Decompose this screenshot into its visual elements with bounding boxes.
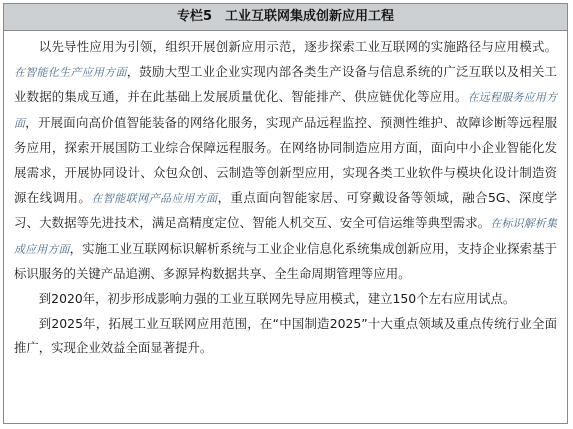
smart-products-text: ，重点面向智能家居、可穿戴设备等领域，融合5G、深度学习、大数据等先进技术，满足高精度定位、智能人机交互、安全可信运维等典型需求。 (14, 189, 557, 231)
emphasis-smart-production: 在智能化生产应用方面 (14, 65, 127, 79)
paragraph-2025-goal: 到2025年，拓展工业互联网应用范围，在“中国制造2025”十大重点领域及重点传统行业全面推广，实现企业效益全面显著提升。 (14, 315, 557, 356)
identifier-resolution-text: ，实施工业互联网标识解析系统与工业企业信息化系统集成创新应用，支持企业探索基于标识服务的关键产品追溯、多源异构数据共享、全生命周期管理等应用。 (14, 240, 558, 282)
remote-service-text: ，开展面向高价值智能装备的网络化服务，实现产品远程监控、预测性维护、故障诊断等远程服务应用，探索开展国防工业综合保障远程服务。在网络协同制造应用方面，面向中小企业智能化发展需求，开展协同设计、众包众创、云制造等创新型应用，实现各类工业软件与模块化设计制造资源在线调用。 (14, 114, 558, 205)
column-box (3, 3, 568, 424)
column-content (4, 31, 567, 361)
column-title: 专栏5 工业互联网集成创新应用工程 (4, 4, 567, 31)
emphasis-smart-products: 在智能联网产品应用方面 (91, 191, 218, 205)
paragraph-2020-goal: 到2020年，初步形成影响力强的工业互联网先导应用模式，建立150个左右应用试点。 (38, 290, 516, 306)
smart-production-text: ，鼓励大型工业企业实现内部各类生产设备与信息系统的广泛互联以及相关工业数据的集成互通，并在此基础上发展质量优化、智能排产、供应链优化等应用。 (14, 63, 558, 105)
intro-text: 以先导性应用为引领，组织开展创新应用示范，逐步探索工业互联网的实施路径与应用模式。 (38, 39, 557, 54)
emphasis-identifier-resolution: 在标识解析集成应用方面 (14, 217, 558, 256)
paragraph-applications (14, 35, 557, 287)
emphasis-remote-service: 在远程服务应用方面 (14, 91, 558, 130)
